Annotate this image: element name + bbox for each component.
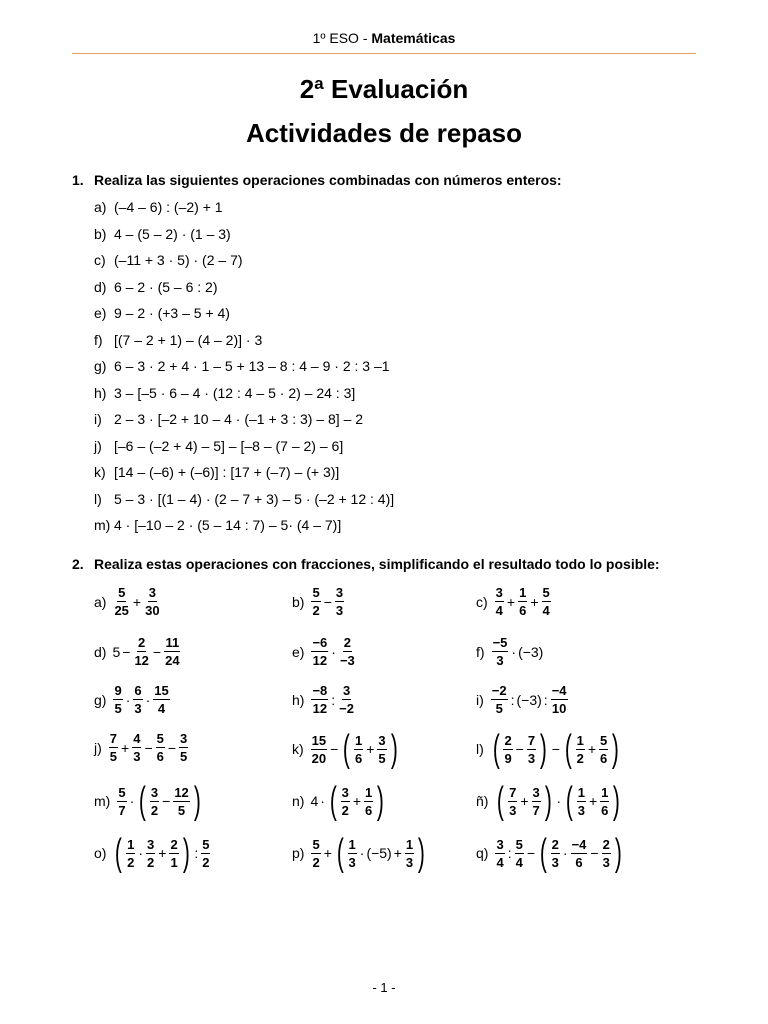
fraction: −2 5 — [491, 683, 507, 716]
fraction: 5 7 — [118, 784, 126, 818]
exercise-2d: d) 5 − $\frac{2}{12}$ − $\frac{11}{24}$ — [94, 635, 180, 668]
exercise-expression: 5 – 3 · [(1 – 4) · (2 – 7 + 3) – 5 · (–2 + 12 : 4)] — [114, 490, 395, 507]
exercise-2g: g) 9 5 · 6 3 · 15 4 — [94, 683, 169, 716]
parenthesis-group: ( 1 6 + $\frac{3}{5}$ ) — [340, 730, 400, 768]
exercise-label: i) — [476, 691, 484, 708]
exercise-2h: h) −8 12 : 3 −2 — [292, 683, 354, 716]
exercise-2k: k) 15 20 − ( 1 6 + $\frac{3}{5}$ ) — [292, 730, 400, 768]
exercise-item — [94, 305, 230, 321]
page-number: - 1 - — [372, 980, 396, 995]
parenthesis-group: ( 3 2 − $\frac{12}{5}$ ) — [136, 782, 203, 820]
parenthesis-group: ( 1 2 · 3 2 + $\frac{2}{1}$ ) — [112, 834, 192, 872]
fraction: $\frac{3}{5}$ — [180, 731, 188, 764]
fraction: 5 2 — [312, 585, 320, 618]
parenthesis-group: ( 3 2 + $\frac{1}{6}$ ) — [327, 782, 387, 820]
exercise-2c: c) 3 4 + $\frac{1}{6}$ + $\frac{5}{4}$ — [476, 585, 550, 618]
exercise-2n: n) 4 · ( 3 2 + $\frac{1}{6}$ ) — [292, 782, 387, 820]
page-subtitle: Actividades de repaso — [246, 118, 522, 148]
fraction: $\frac{3}{30}$ — [145, 585, 160, 618]
fraction: $\frac{4}{3}$ — [133, 731, 141, 764]
exercise-label: e) — [292, 643, 305, 660]
exercise-label: l) — [94, 490, 102, 507]
fraction: 3 4 — [496, 836, 504, 870]
fraction: $\frac{2}{12}$ — [134, 635, 149, 668]
exercise-expression: 4 · [–10 – 2 · (5 – 14 : 7) – 5· (4 – 7)] — [114, 517, 342, 533]
exercise-2a: a) 5 25 + $\frac{3}{30}$ — [94, 585, 160, 618]
exercise-2j: j) 7 5 + $\frac{4}{3}$ − $\frac{5}{6}$ − $\frac{3}{5}$ — [94, 731, 188, 764]
exercise-label: q) — [476, 845, 489, 861]
exercise-label: d) — [94, 278, 107, 295]
exercise-label: d) — [94, 643, 107, 660]
exercise-label: j) — [94, 437, 102, 454]
header-subject: Matemáticas — [371, 30, 456, 46]
exercise-2p: p) 5 2 + ( 1 3 · (−5) + $\frac{1}{3}$ ) — [292, 834, 428, 872]
exercise-label: n) — [292, 793, 305, 809]
question-text: Realiza estas operaciones con fracciones, simplificando el resultado todo lo posible: — [94, 556, 660, 572]
exercise-item — [94, 517, 341, 533]
parenthesis-group: ( 2 3 · −4 6 − $\frac{2}{3}$ ) — [537, 834, 624, 872]
exercise-item — [94, 491, 394, 507]
exercise-label: b) — [94, 225, 107, 242]
fraction: 2 −3 — [339, 635, 355, 668]
exercise-2i: i) −2 5 : (−3) : −4 10 — [476, 683, 567, 716]
exercise-label: b) — [292, 593, 305, 610]
exercise-expression: (–11 + 3 · 5) · (2 – 7) — [114, 252, 243, 268]
exercise-expression: 4 – (5 – 2) · (1 – 3) — [114, 225, 231, 242]
fraction: 5 4 — [515, 836, 523, 870]
exercise-label: c) — [476, 593, 488, 610]
exercise-2q: q) 3 4 : 5 4 − ( 2 3 · −4 6 − $\frac{2}{3}$ ) — [476, 834, 624, 872]
page-header — [72, 30, 696, 46]
fraction: 5 25 — [114, 585, 129, 618]
fraction: 5 2 — [312, 836, 320, 870]
header-course: 1º ESO - — [312, 30, 372, 46]
header-rule — [72, 53, 696, 54]
exercise-2o: o) ( 1 2 · 3 2 + $\frac{2}{1}$ ) : 5 2 — [94, 834, 211, 872]
exercise-label: l) — [476, 741, 484, 757]
fraction: $\frac{1}{6}$ — [519, 585, 527, 618]
parenthesis-group: ( 1 3 + $\frac{1}{6}$ ) — [563, 782, 623, 820]
exercise-item — [94, 226, 231, 242]
exercise-item — [94, 332, 262, 348]
fraction: −8 12 — [312, 683, 328, 716]
parenthesis-group: ( 7 3 + $\frac{3}{7}$ ) — [494, 782, 554, 820]
exercise-label: i) — [94, 411, 102, 427]
question-number: 2. — [72, 556, 84, 572]
exercise-expression: 9 – 2 · (+3 – 5 + 4) — [114, 305, 230, 321]
fraction: 7 5 — [109, 731, 118, 764]
fraction: $\frac{5}{6}$ — [156, 731, 164, 764]
exercise-item — [94, 464, 339, 480]
fraction: $\frac{3}{3}$ — [335, 585, 344, 618]
exercise-expression: 3 – [–5 · 6 – 4 · (12 : 4 – 5 · 2) – 24 : 3] — [114, 384, 356, 401]
fraction: $\frac{11}{24}$ — [165, 635, 180, 668]
exercise-expression: [(7 – 2 + 1) – (4 – 2)] · 3 — [114, 331, 263, 348]
exercise-2m: m) 5 7 · ( 3 2 − $\frac{12}{5}$ ) — [94, 782, 203, 820]
fraction: 5 2 — [202, 836, 210, 870]
question-number: 1. — [72, 172, 84, 188]
exercise-item — [94, 385, 355, 401]
parenthesis-group: ( 1 3 · (−5) + $\frac{1}{3}$ ) — [334, 834, 428, 872]
exercise-label: k) — [292, 741, 304, 757]
exercise-label: c) — [94, 252, 106, 268]
exercise-item — [94, 252, 243, 268]
exercise-expression: 6 – 3 · 2 + 4 · 1 – 5 + 13 – 8 : 4 – 9 · 2 : 3 –1 — [114, 358, 390, 374]
parenthesis-group: ( 1 2 + $\frac{5}{6}$ ) — [562, 730, 622, 768]
exercise-item — [94, 358, 390, 374]
question-text: Realiza las siguientes operaciones combinadas con números enteros: — [94, 172, 562, 188]
exercise-label: j) — [94, 739, 102, 756]
exercise-label: f) — [476, 643, 485, 660]
exercise-item — [94, 438, 343, 454]
exercise-label: g) — [94, 358, 107, 374]
exercise-label: f) — [94, 331, 103, 348]
exercise-label: e) — [94, 305, 107, 321]
exercise-2e: e) −6 12 · 2 −3 — [292, 635, 355, 668]
exercise-label: o) — [94, 845, 107, 861]
exercise-2b: b) 5 2 − $\frac{3}{3}$ — [292, 585, 344, 618]
exercise-expression: [14 – (–6) + (–6)] : [17 + (–7) – (+ 3)] — [114, 464, 340, 480]
exercise-label: m) — [94, 793, 111, 809]
exercise-expression: [–6 – (–2 + 4) – 5] – [–8 – (7 – 2) – 6] — [114, 437, 344, 454]
exercise-label: a) — [94, 199, 107, 215]
fraction: 15 20 — [311, 732, 327, 766]
fraction: 15 4 — [154, 683, 169, 716]
question-1-heading — [72, 172, 562, 188]
exercise-item — [94, 411, 363, 427]
fraction: −5 3 — [492, 635, 508, 668]
exercise-expression: (–4 – 6) : (–2) + 1 — [114, 199, 223, 215]
exercise-expression: 2 – 3 · [–2 + 10 – 4 · (–1 + 3 : 3) – 8] – 2 — [114, 411, 364, 427]
exercise-2l: l) ( 2 9 − $\frac{7}{3}$ ) − ( 1 2 + $\frac{5}{6}$ ) — [476, 730, 622, 768]
exercise-2nn: ñ) ( 7 3 + $\frac{3}{7}$ ) · ( 1 3 + $\frac{1}{6}$ ) — [476, 782, 623, 820]
fraction: −6 12 — [312, 635, 328, 668]
exercise-label: m) — [94, 517, 111, 533]
fraction: 6 3 — [134, 683, 142, 716]
fraction: 3 −2 — [339, 683, 354, 716]
exercise-item — [94, 279, 218, 295]
exercise-label: g) — [94, 691, 107, 708]
exercise-item — [94, 199, 223, 215]
exercise-label: h) — [292, 691, 305, 708]
fraction: $\frac{5}{4}$ — [542, 585, 550, 618]
fraction: 9 5 — [114, 683, 122, 716]
exercise-label: k) — [94, 464, 106, 480]
exercise-label: a) — [94, 593, 107, 610]
fraction: 3 4 — [495, 585, 503, 618]
exercise-label: ñ) — [476, 793, 489, 809]
fraction: −4 10 — [551, 683, 567, 716]
exercise-label: h) — [94, 384, 107, 401]
parenthesis-group: ( 2 9 − $\frac{7}{3}$ ) — [490, 730, 550, 768]
question-2-heading — [72, 556, 660, 572]
page-title: 2ª Evaluación — [299, 74, 469, 104]
exercise-label: p) — [292, 845, 305, 861]
exercise-2f: f) −5 3 · (−3) — [476, 635, 544, 668]
exercise-expression: 6 – 2 · (5 – 6 : 2) — [114, 278, 218, 295]
